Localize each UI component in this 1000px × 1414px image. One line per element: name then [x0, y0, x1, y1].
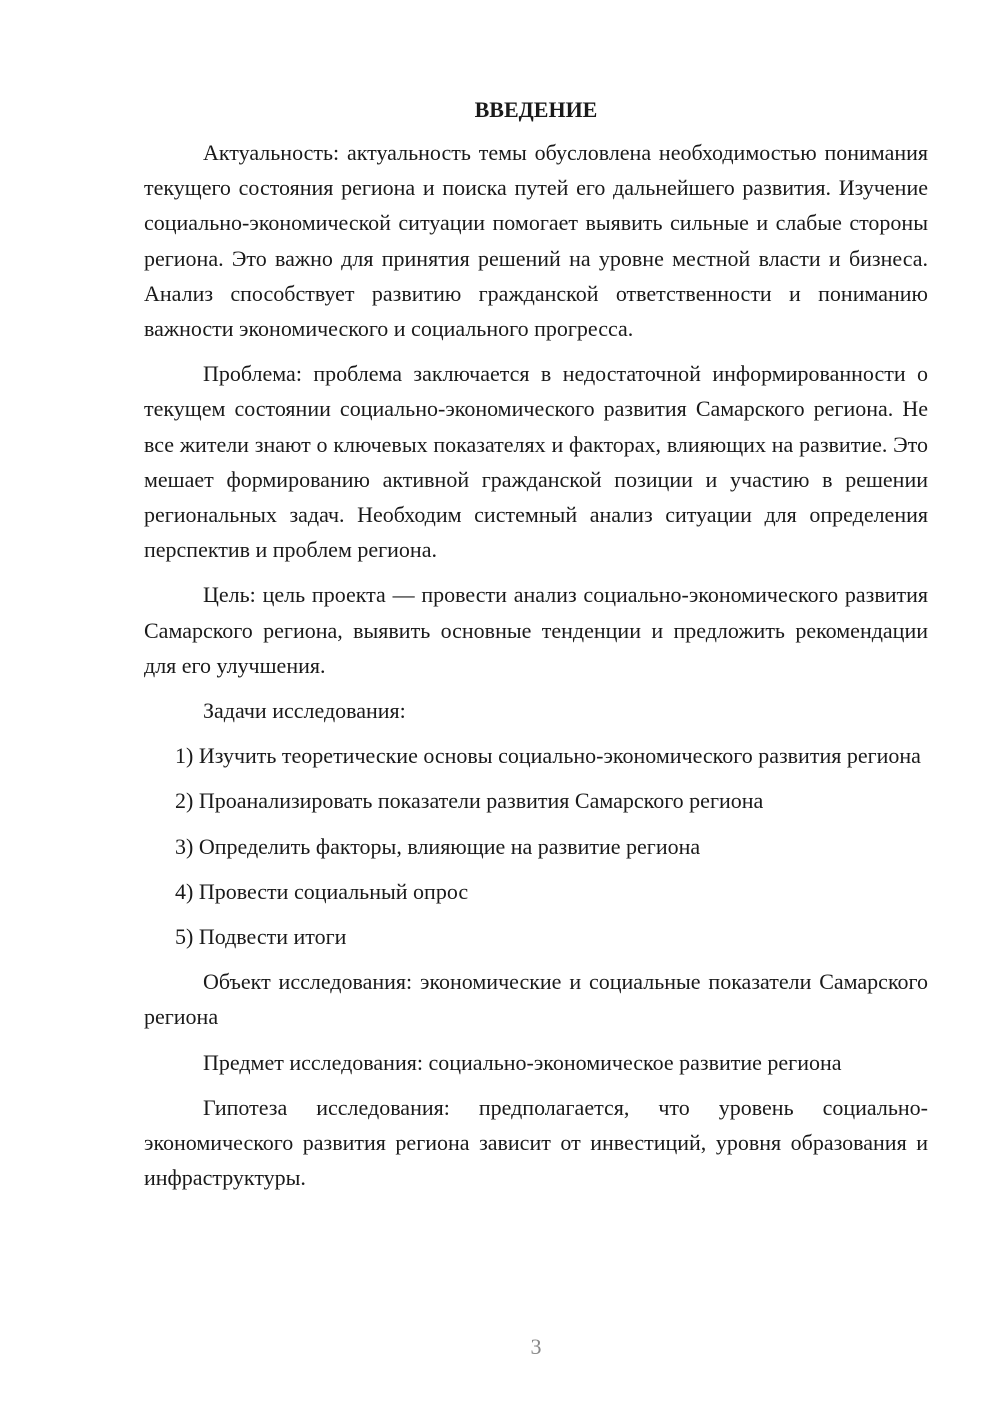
task-item-4: 4) Провести социальный опрос: [175, 878, 469, 904]
subject-paragraph: Предмет исследования: социально-экономическое развитие региона: [203, 1049, 842, 1075]
page-content: [144, 92, 928, 1205]
task-item-3: 3) Определить факторы, влияющие на развитие региона: [175, 833, 701, 859]
task-item-1: 1) Изучить теоретические основы социально-экономического развития региона: [175, 743, 921, 769]
task-item-2: 2) Проанализировать показатели развития Самарского региона: [175, 788, 764, 814]
object-paragraph: Объект исследования: экономические и социальные показатели Самарского региона: [144, 969, 928, 1030]
page-number: 3: [530, 1334, 542, 1359]
tasks-heading: Задачи исследования:: [203, 698, 406, 724]
relevance-paragraph: Актуальность: актуальность темы обусловлена необходимостью понимания текущего состояния региона и поиска путей его дальнейшего развития. Изучение социально-экономической ситуации помогает выявить сильные и слабые стороны региона. Это важно для принятия решений на уровне местной власти и бизнеса. Анализ способствует развитию гражданской ответственности и пониманию важности экономического и социального прогресса.: [144, 140, 928, 342]
task-item-5: 5) Подвести итоги: [175, 924, 347, 950]
goal-paragraph: Цель: цель проекта — провести анализ социально-экономического развития Самарского региона, выявить основные тенденции и предложить рекомендации для его улучшения.: [144, 582, 928, 678]
hypothesis-paragraph: Гипотеза исследования: предполагается, что уровень социально-экономического развития региона зависит от инвестиций, уровня образования и инфраструктуры.: [144, 1094, 928, 1191]
document-title: ВВЕДЕНИЕ: [474, 97, 598, 122]
problem-paragraph: Проблема: проблема заключается в недостаточной информированности о текущем состоянии социально-экономического развития Самарского региона. Не все жители знают о ключевых показателях и факторах, влияющих на развитие. Это мешает формированию активной гражданской позиции и участию в решении региональных задач. Необходим системный анализ ситуации для определения перспектив и проблем региона.: [144, 361, 928, 563]
